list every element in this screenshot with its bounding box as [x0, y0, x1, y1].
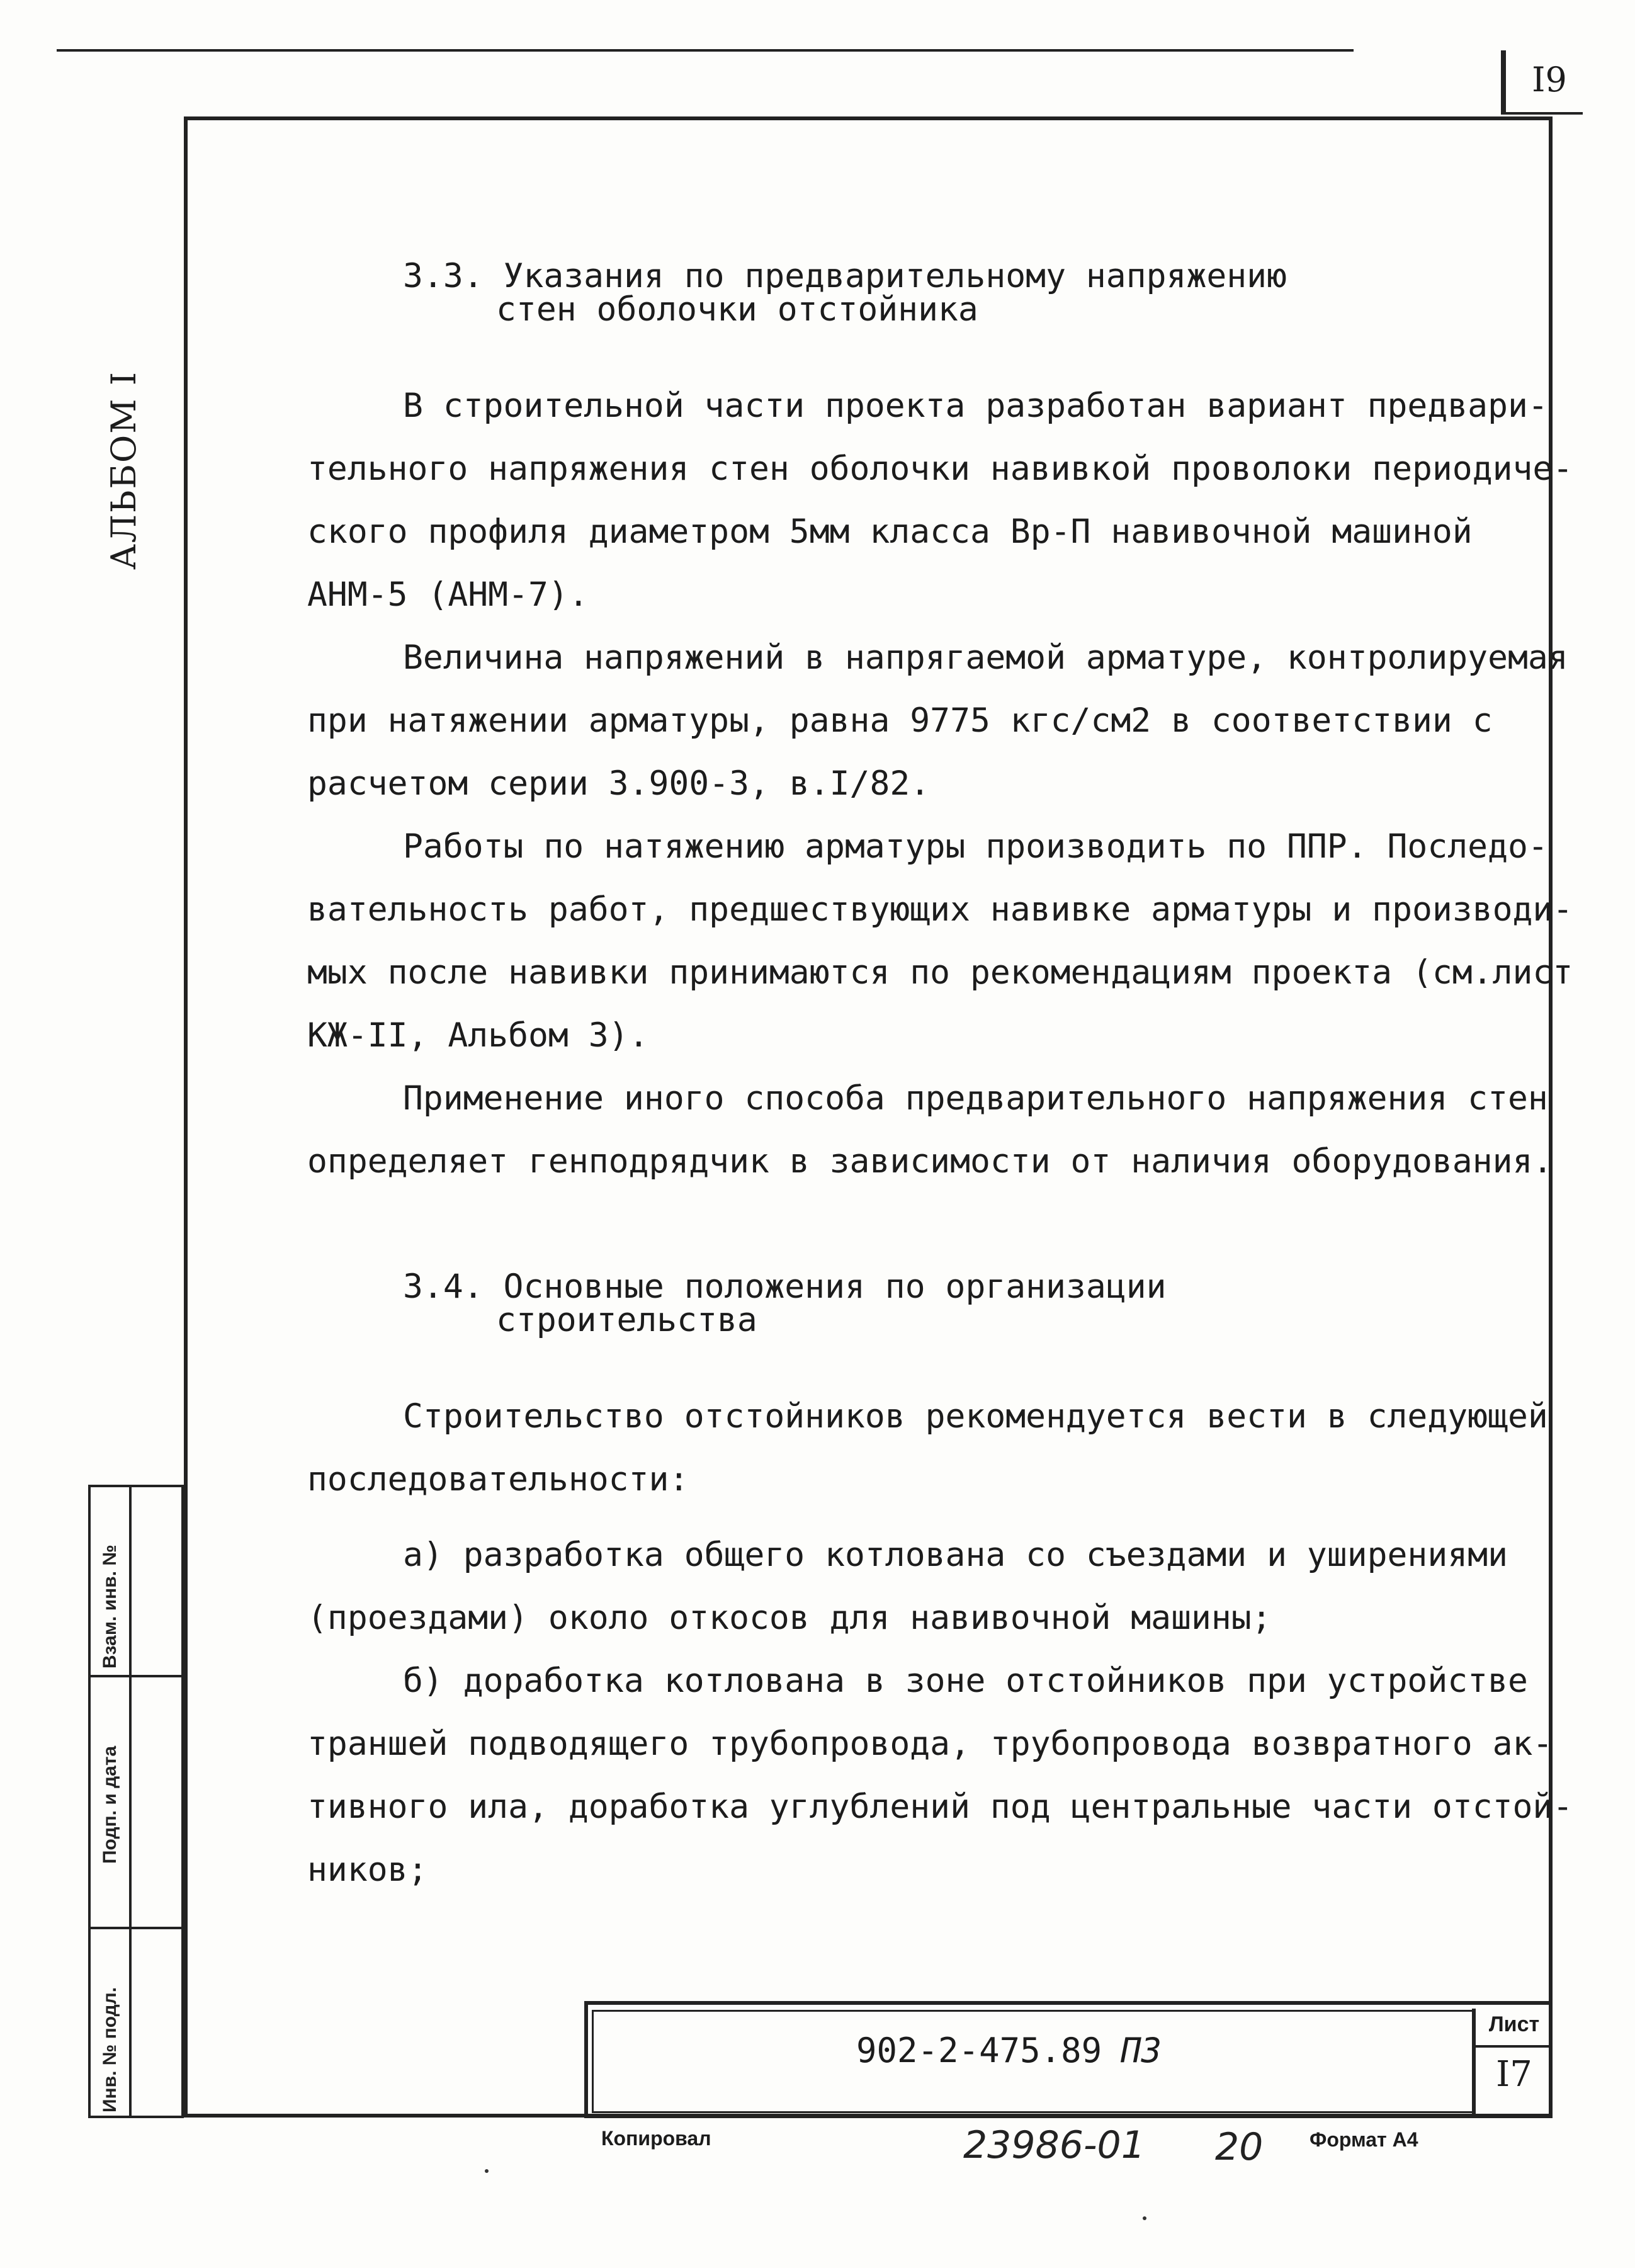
- document-code: [856, 2031, 1162, 2070]
- list-item: траншей подводящего трубопровода, трубопровода возвратного ак-: [307, 1725, 1553, 1763]
- paragraph-line: вательность работ, предшествующих навивке арматуры и производи-: [307, 890, 1573, 929]
- order-number: 23986-01: [963, 2123, 1145, 2167]
- side-stamp-rule: [88, 1675, 184, 1677]
- section-heading: 3.3. Указания по предварительному напряжению: [403, 257, 1287, 295]
- paragraph-line: Применение иного способа предварительного напряжения стен: [403, 1079, 1548, 1118]
- side-stamp-rule: [88, 1927, 184, 1929]
- paragraph-line: последовательности:: [307, 1460, 689, 1499]
- paragraph-line: Величина напряжений в напрягаемой арматуре, контролируемая: [403, 638, 1568, 677]
- section-heading: 3.4. Основные положения по организации: [403, 1267, 1167, 1306]
- copied-label: Копировал: [601, 2127, 711, 2150]
- document-code-suffix: ПЗ: [1121, 2031, 1162, 2070]
- list-item: б) доработка котлована в зоне отстойников при устройстве: [403, 1662, 1528, 1700]
- paragraph-line: определяет генподрядчик в зависимости от наличия оборудования.: [307, 1142, 1553, 1181]
- side-stamp-field-signature: Подп. и дата: [99, 1745, 120, 1864]
- copy-number: 20: [1215, 2125, 1264, 2169]
- paragraph-line: Строительство отстойников рекомендуется вести в следующей: [403, 1397, 1548, 1436]
- page-number: I9: [1532, 60, 1567, 99]
- paragraph-line: при натяжении арматуры, равна 9775 кгс/см2 в соответствии с: [307, 701, 1493, 740]
- side-stamp-divider: [129, 1485, 132, 2118]
- scan-speck: [1143, 2216, 1146, 2220]
- paragraph-line: Работы по натяжению арматуры производить по ППР. Последо-: [403, 827, 1548, 866]
- paragraph-line: мых после навивки принимаются по рекомендациям проекта (см.лист: [307, 953, 1573, 992]
- list-item: (проездами) около откосов для навивочной машины;: [307, 1599, 1272, 1637]
- list-item: а) разработка общего котлована со съездами и уширениями: [403, 1536, 1508, 1574]
- side-stamp-field-inventory: Инв. № подл.: [99, 1987, 120, 2112]
- paragraph-line: ского профиля диаметром 5мм класса Вр-П навивочной машиной: [307, 513, 1473, 551]
- format-label: Формат А4: [1310, 2128, 1418, 2151]
- paragraph-line: КЖ-II, Альбом 3).: [307, 1016, 649, 1055]
- side-stamp-field-replacement: Взам. инв. №: [99, 1545, 120, 1669]
- section-heading: стен оболочки отстойника: [496, 290, 978, 329]
- list-item: тивного ила, доработка углублений под центральные части отстой-: [307, 1788, 1573, 1826]
- paragraph-line: расчетом серии 3.900-3, в.I/82.: [307, 764, 931, 803]
- section-heading: строительства: [496, 1301, 757, 1339]
- scan-speck: [485, 2169, 489, 2173]
- sheet-number: I7: [1496, 2054, 1532, 2095]
- paragraph-line: В строительной части проекта разработан вариант предвари-: [403, 387, 1548, 425]
- top-rule: [57, 49, 1354, 52]
- paragraph-line: АНМ-5 (АНМ-7).: [307, 576, 589, 614]
- sheet-label: Лист: [1488, 2012, 1540, 2036]
- list-item: ников;: [307, 1851, 428, 1889]
- paragraph-line: тельного напряжения стен оболочки навивкой проволоки периодиче-: [307, 450, 1573, 488]
- sheet-divider: [1472, 2045, 1553, 2048]
- document-code-number: 902-2-475.89: [856, 2031, 1102, 2070]
- album-label: АЛЬБОМ I: [104, 370, 144, 570]
